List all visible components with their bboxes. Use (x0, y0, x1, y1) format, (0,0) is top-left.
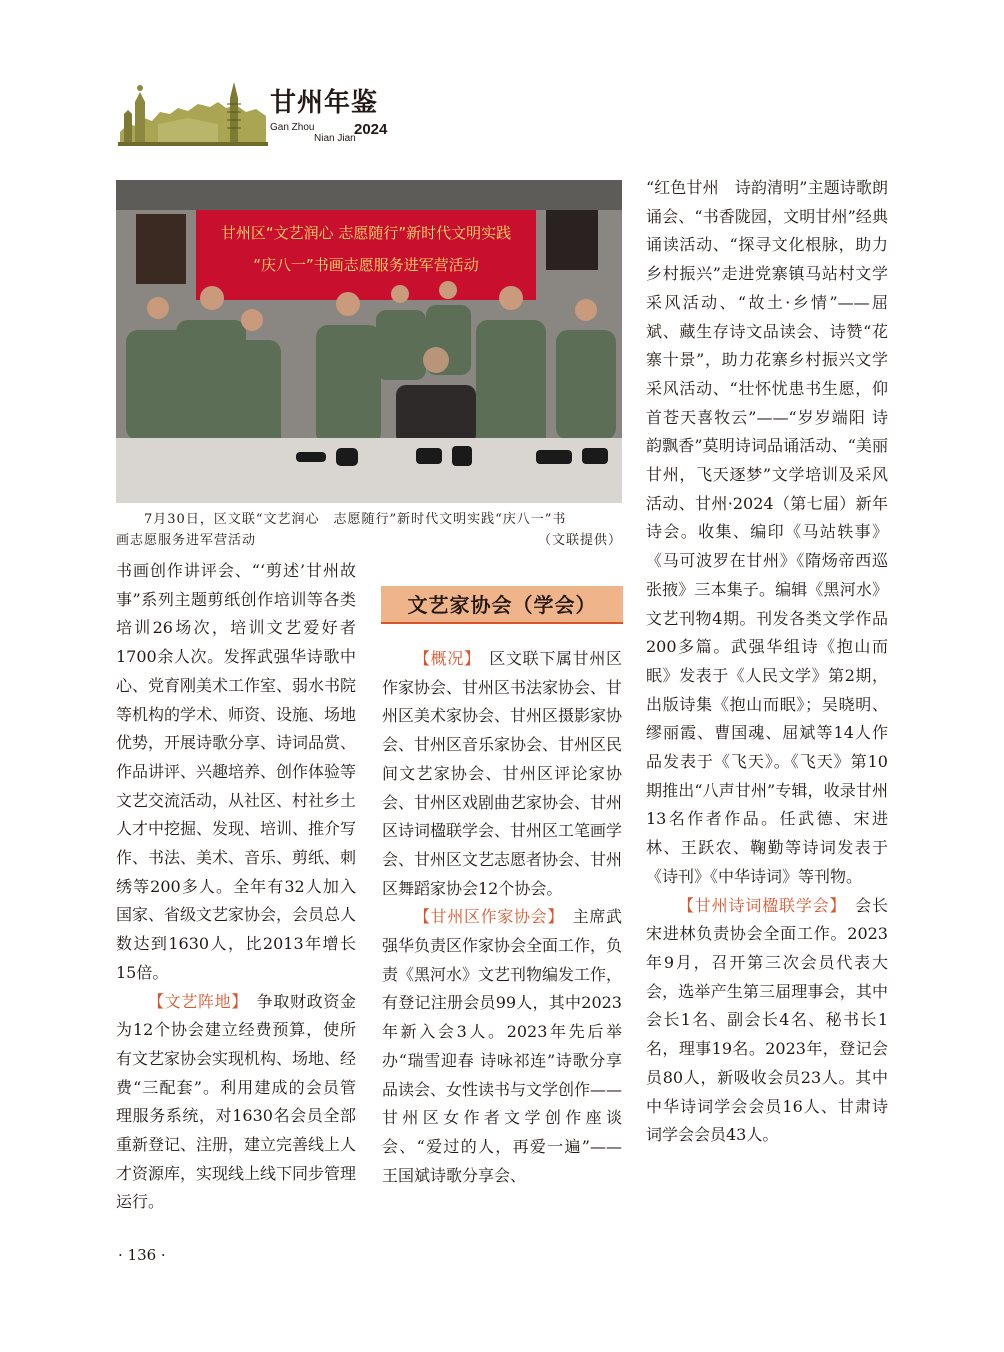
page-number: · 136 · (118, 1246, 166, 1264)
column-right (646, 174, 888, 1150)
column-middle-paragraph-2 (382, 903, 622, 1190)
event-photo (116, 180, 622, 503)
yearbook-pinyin (270, 122, 356, 144)
yearbook-title: 甘州年鉴 (270, 88, 379, 118)
topic-tag-writers-association: 【甘州区作家协会】 (414, 907, 556, 927)
paragraph-body: 区文联下属甘州区作家协会、甘州区书法家协会、甘州区美术家协会、甘州区摄影家协会、甘州区音乐家协会、甘州区民间文艺家协会、甘州区评论家协会、甘州区戏剧曲艺家协会、甘州区诗词楹联学会、甘州区工笔画学会、甘州区文艺志愿者协会、甘州区舞蹈家协会12个协会。 (382, 649, 623, 898)
section-heading (381, 586, 623, 624)
caption-line-1: 7月30日，区文联“文艺润心 志愿随行”新时代文明实践“庆八一”书 (144, 512, 567, 527)
topic-tag-arts-venues: 【文艺阵地】 (148, 991, 240, 1011)
section-heading-text: 文艺家协会（学会） (407, 593, 597, 617)
banner-line-2: “庆八一”书画志愿服务进军营活动 (253, 256, 479, 274)
paragraph-body: 会长宋进林负责协会全面工作。2023年9月，召开第三次会员代表大会，选举产生第三届理事会，其中会长1名、副会长4名、秘书长1名，理事19名。2023年，登记会员80人，新吸收会员23人。其中中华诗词学会会员16人、甘肃诗词学会会员43人。 (646, 895, 888, 1145)
paragraph-body: 主席武强华负责区作家协会全面工作，负责《黑河水》文艺刊物编发工作，有登记注册会员99人，其中2023年新入会3人。2023年先后举办“瑞雪迎春 诗咏祁连”诗歌分享品读会、女性读书与文学创作——甘州区女作者文学创作座谈会、“爱过的人，再爱一遍”——王国斌诗歌分享会、 (382, 907, 623, 1185)
column-right-paragraph-1: “红色甘州 诗韵清明”主题诗歌朗诵会、“书香陇园，文明甘州”经典诵读活动、“探寻文化根脉，助力乡村振兴”走进党寨镇马站村文学采风活动、“故土·乡情”——屈斌、藏生存诗文品读会、诗赞“花寨十景”，助力花寨乡村振兴文学采风活动、“壮怀忧患书生愿，仰首苍天喜牧云”——“岁岁端阳 诗韵飘香”莫明诗词品诵活动、“美丽甘州，飞天逐梦”文学培训及采风活动、甘州·2024（第七届）新年诗会。收集、编印《马站轶事》《马可波罗在甘州》《隋炀帝西巡张掖》三本集子。编辑《黑河水》文艺刊物4期。刊发各类文学作品200多篇。武强华组诗《抱山而眠》发表于《人民文学》第2期，出版诗集《抱山而眠》；吴晓明、缪丽霞、曹国魂、屈斌等14人作品发表于《飞天》。《飞天》第10期推出“八声甘州”专辑，收录甘州13名作者作品。任武德、宋进林、王跃农、鞠勤等诗词发表于《诗刊》《中华诗词》等刊物。 (646, 178, 888, 886)
column-left (116, 557, 356, 1217)
column-left-paragraph-2 (116, 988, 356, 1218)
topic-tag-overview: 【概况】 (414, 649, 473, 668)
topic-tag-poetry-society: 【甘州诗词楹联学会】 (678, 895, 839, 915)
pinyin-line-2: Nian Jian (314, 133, 356, 144)
banner-line-1: 甘州区“文艺润心 志愿随行”新时代文明实践 (220, 224, 512, 242)
column-middle-paragraph-1 (382, 645, 622, 903)
photo-credit: （文联提供） (537, 533, 622, 548)
column-middle (382, 645, 622, 1190)
caption-line-2 (116, 530, 622, 551)
column-left-paragraph-1: 书画创作讲评会、“‘剪述’甘州故事”系列主题剪纸创作培训等各类培训26场次，培训文艺爱好者1700余人次。发挥武强华诗歌中心、党育刚美术工作室、弱水书院等机构的学术、师资、设施、场地优势，开展诗歌分享、诗词品赏、作品讲评、兴趣培养、创作体验等文艺交流活动，从社区、村社乡土人才中挖掘、发现、培训、推介写作、书法、美术、音乐、剪纸、刺绣等200多人。全年有32人加入国家、省级文艺家协会，会员总人数达到1630人，比2013年增长15倍。 (116, 561, 357, 982)
yearbook-header (118, 74, 418, 146)
pagoda-skyline-logo (118, 74, 268, 146)
column-right-paragraph-2 (646, 892, 888, 1150)
caption-line-2-text: 画志愿服务进军营活动 (116, 533, 257, 548)
pinyin-line-1: Gan Zhou (270, 122, 315, 133)
paragraph-body: 争取财政资金为12个协会建立经费预算，使所有文艺家协会实现机构、场地、经费“三配套”。利用建成的会员管理服务系统，对1630名会员全部重新登记、注册，建立完善线上人才资源库，实现线上线下同步管理运行。 (116, 991, 357, 1212)
calligraphy-event-illustration (116, 180, 622, 503)
yearbook-year: 2024 (354, 121, 388, 138)
photo-caption (116, 509, 622, 551)
